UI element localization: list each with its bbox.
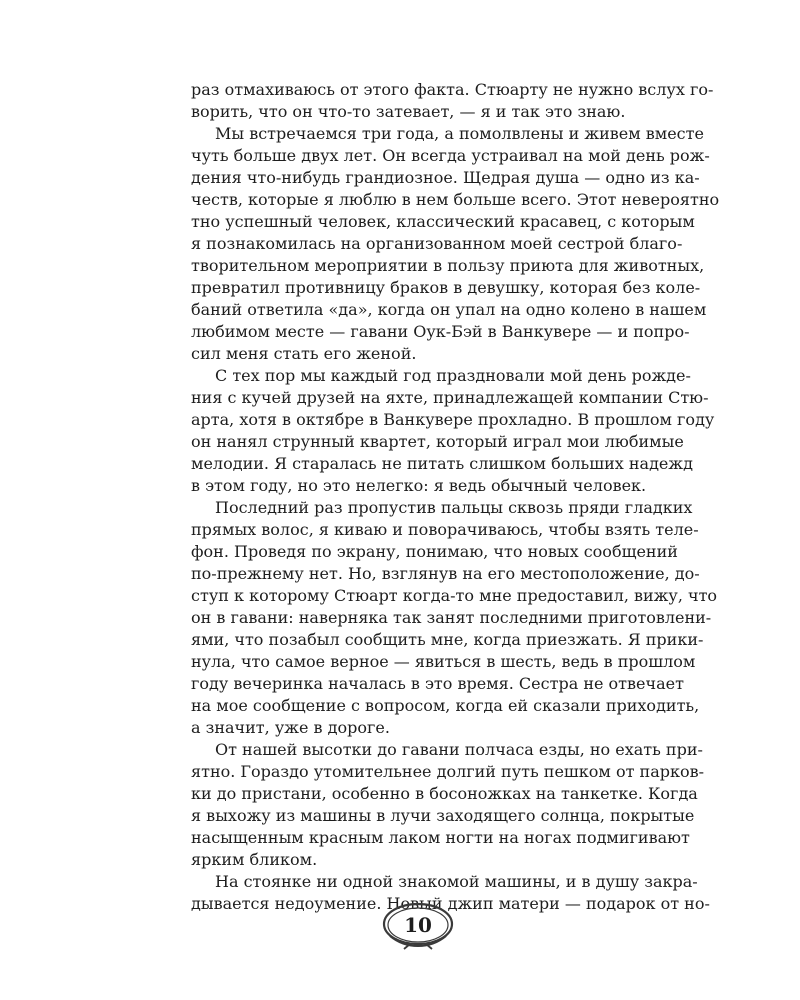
text-line: дывается недоумение. Новый джип матери — подарок от но-	[191, 894, 710, 913]
text-line: тно успешный человек, классический красавец, с которым	[191, 212, 695, 231]
text-line: прямых волос, я киваю и поворачиваюсь, чтобы взять теле-	[191, 520, 699, 539]
text-line: раз отмахиваюсь от этого факта. Стюарту не нужно вслух го-	[191, 80, 714, 99]
text-line: ния с кучей друзей на яхте, принадлежащей компании Стю-	[191, 388, 709, 407]
text-line: превратил противницу браков в девушку, которая без коле-	[191, 278, 701, 297]
text-line: творительном мероприятии в пользу приюта для животных,	[191, 256, 705, 275]
text-line: От нашей высотки до гавани полчаса езды, но ехать при-	[215, 740, 703, 759]
text-line: он в гавани: наверняка так занят последними приготовлени-	[191, 608, 712, 627]
text-line: ворить, что он что-то затевает, — я и так это знаю.	[191, 102, 626, 121]
text-line: на мое сообщение с вопросом, когда ей сказали приходить,	[191, 696, 700, 715]
page-number: 10	[404, 913, 432, 937]
text-line: а значит, уже в дороге.	[191, 718, 390, 737]
page-body-text	[191, 79, 720, 915]
text-line: фон. Проведя по экрану, понимаю, что новых сообщений	[191, 542, 678, 561]
text-line: честв, которые я люблю в нем больше всего. Этот невероятно	[191, 190, 720, 209]
text-line: насыщенным красным лаком ногти на ногах подмигивают	[191, 828, 690, 847]
text-line: ки до пристани, особенно в босоножках на танкетке. Когда	[191, 784, 698, 803]
text-line: я познакомилась на организованном моей сестрой благо-	[191, 234, 683, 253]
text-line: чуть больше двух лет. Он всегда устраивал на мой день рож-	[191, 146, 710, 165]
text-line: баний ответила «да», когда он упал на одно колено в нашем	[191, 300, 707, 319]
text-line: Последний раз пропустив пальцы сквозь пряди гладких	[215, 498, 693, 517]
text-line: мелодии. Я старалась не питать слишком больших надежд	[191, 454, 693, 473]
text-line: нула, что самое верное — явиться в шесть, ведь в прошлом	[191, 652, 696, 671]
text-line: в этом году, но это нелегко: я ведь обычный человек.	[191, 476, 647, 495]
text-line: году вечеринка началась в это время. Сестра не отвечает	[191, 674, 684, 693]
text-line: я выхожу из машины в лучи заходящего солнца, покрытые	[191, 806, 695, 825]
text-line: На стоянке ни одной знакомой машины, и в душу закра-	[215, 872, 698, 891]
text-line: С тех пор мы каждый год праздновали мой день рожде-	[215, 366, 691, 385]
text-line: любимом месте — гавани Оук-Бэй в Ванкувере — и попро-	[191, 322, 690, 341]
text-line: ступ к которому Стюарт когда-то мне предоставил, вижу, что	[191, 586, 718, 605]
text-line: по-прежнему нет. Но, взглянув на его местоположение, до-	[191, 564, 700, 583]
text-line: ями, что позабыл сообщить мне, когда приезжать. Я прики-	[191, 630, 704, 649]
text-line: ярким бликом.	[191, 850, 318, 869]
text-line: Мы встречаемся три года, а помолвлены и живем вместе	[215, 124, 704, 143]
text-line: арта, хотя в октябре в Ванкувере прохладно. В прошлом году	[191, 410, 715, 429]
text-line: ятно. Гораздо утомительнее долгий путь пешком от парков-	[191, 762, 705, 781]
text-line: он нанял струнный квартет, который играл мои любимые	[191, 432, 684, 451]
text-line: дения что-нибудь грандиозное. Щедрая душа — одно из ка-	[191, 168, 700, 187]
text-line: сил меня стать его женой.	[191, 344, 417, 363]
page-number-badge	[380, 900, 456, 950]
